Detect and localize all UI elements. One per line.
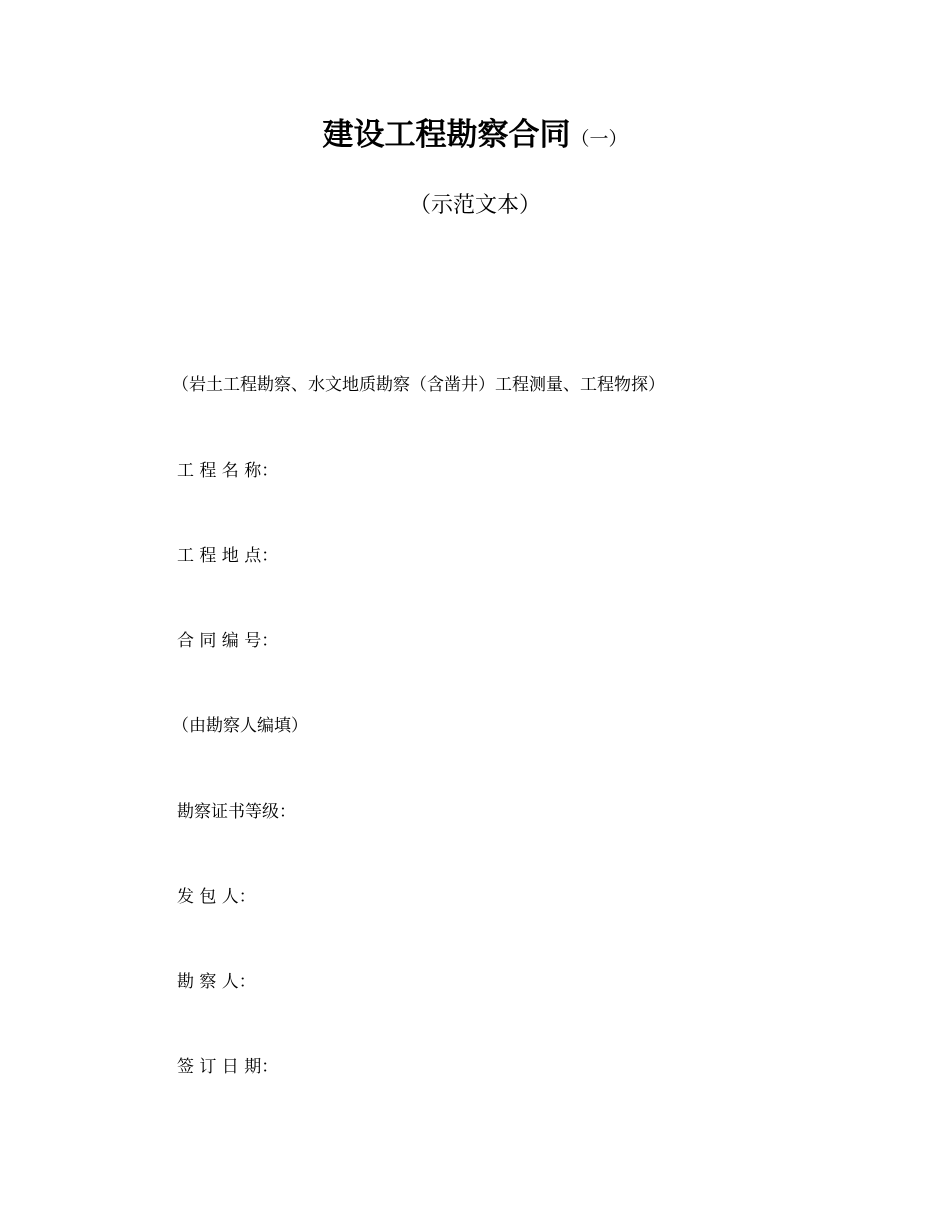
contract-number-label: 合 同 编 号： — [177, 631, 279, 651]
contract-number-note: （由勘察人编填） — [172, 716, 308, 736]
title-suffix: （一） — [570, 128, 628, 150]
project-location-label: 工 程 地 点： — [177, 546, 279, 566]
title-main: 建设工程勘察合同 — [322, 117, 571, 153]
document-title — [0, 112, 950, 163]
project-name-label: 工 程 名 称： — [177, 461, 279, 481]
certificate-level-label: 勘察证书等级： — [177, 802, 296, 822]
scope-description: （岩土工程勘察、水文地质勘察（含凿井）工程测量、工程物探） — [172, 375, 665, 395]
surveyor-label: 勘 察 人： — [177, 972, 256, 992]
document-subtitle: （示范文本） — [408, 193, 541, 218]
signing-date-label: 签 订 日 期： — [177, 1057, 279, 1077]
employer-label: 发 包 人： — [177, 887, 256, 907]
